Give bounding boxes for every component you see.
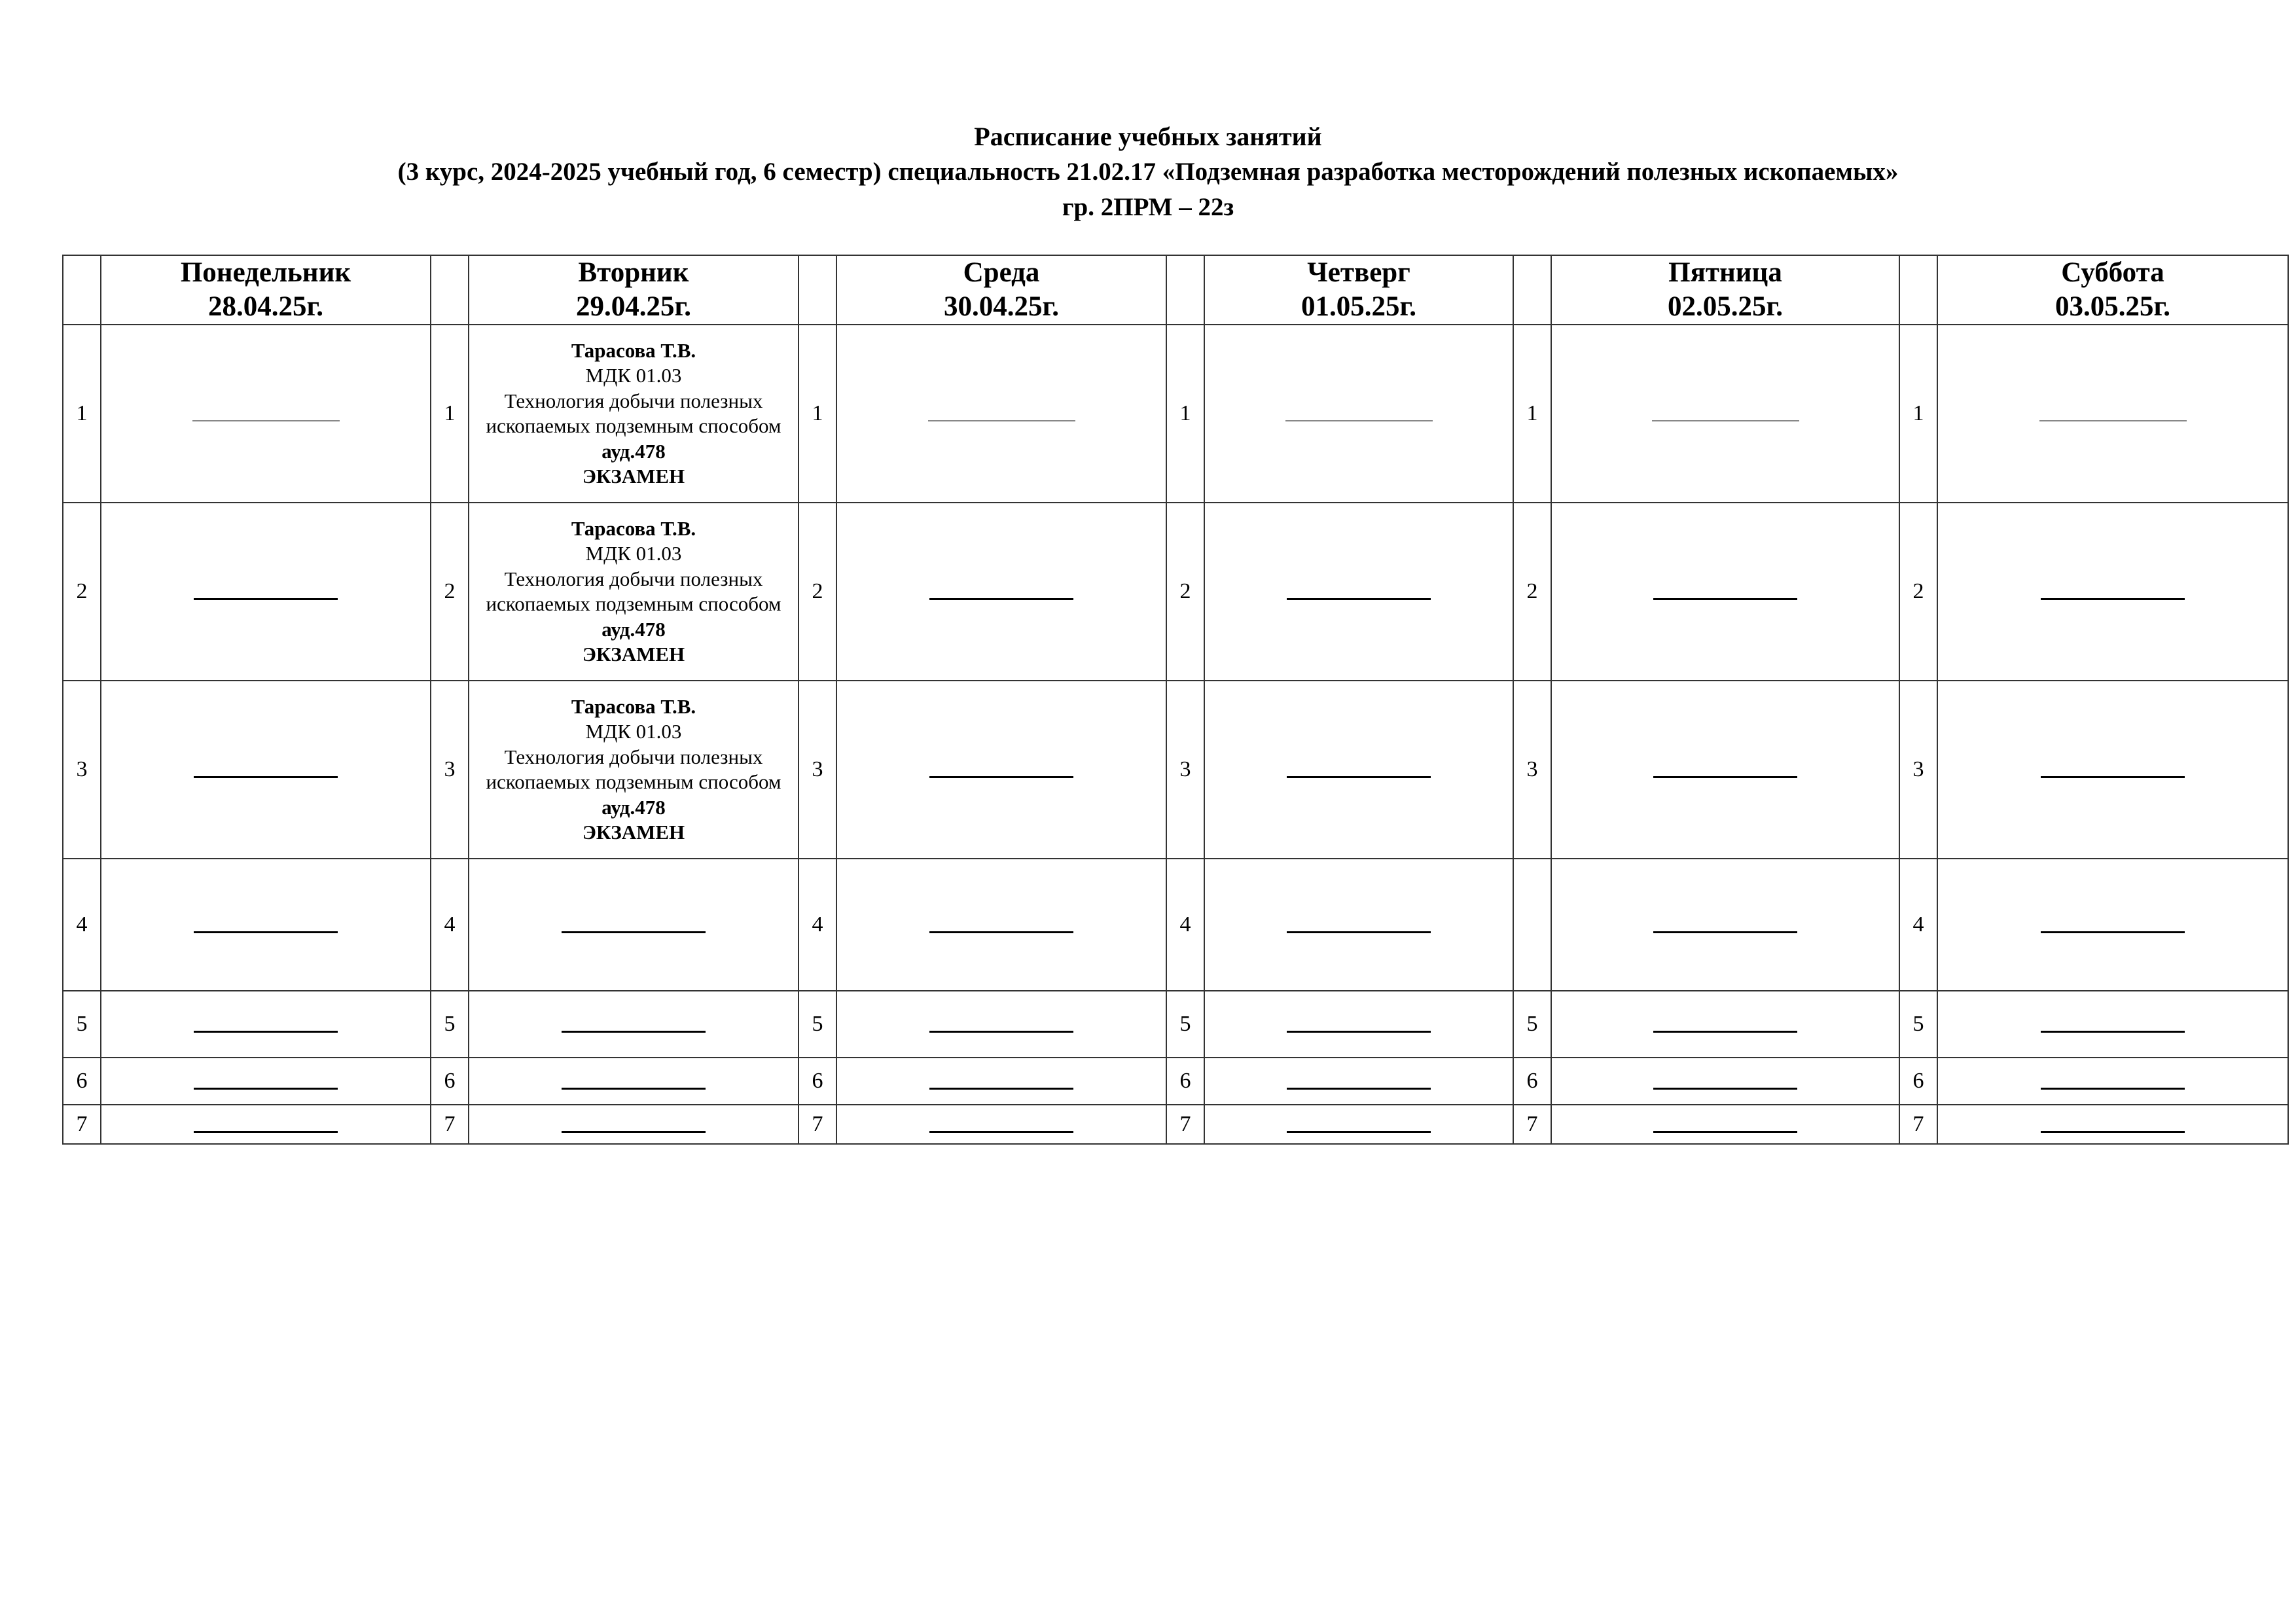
- empty-slot: [1937, 1058, 2288, 1105]
- table-row: [63, 503, 2288, 681]
- period-number: 5: [63, 991, 101, 1058]
- table-row: [63, 325, 2288, 503]
- period-number: 3: [1899, 681, 1937, 859]
- lesson-code: МДК 01.03: [585, 364, 682, 387]
- empty-dash: [929, 919, 1073, 933]
- period-number: 4: [63, 859, 101, 991]
- empty-dash: [1287, 586, 1431, 600]
- period-number: 7: [431, 1105, 469, 1144]
- empty-slot: [1937, 1105, 2288, 1144]
- period-number: 6: [431, 1058, 469, 1105]
- empty-slot: [836, 1105, 1166, 1144]
- period-header-cell: [431, 255, 469, 325]
- empty-slot: [101, 681, 431, 859]
- empty-slot: [1204, 1058, 1513, 1105]
- table-row: [63, 991, 2288, 1058]
- empty-dash: [1653, 764, 1797, 778]
- period-header-cell: [798, 255, 836, 325]
- empty-slot: [1937, 991, 2288, 1058]
- period-number: 5: [1899, 991, 1937, 1058]
- period-number: 7: [798, 1105, 836, 1144]
- empty-slot: [836, 991, 1166, 1058]
- table-row: [63, 859, 2288, 991]
- period-number: 7: [63, 1105, 101, 1144]
- day-header-saturday: Суббота 03.05.25г.: [1937, 255, 2288, 325]
- empty-dash: [1285, 408, 1433, 421]
- empty-dash: [929, 1119, 1073, 1133]
- empty-slot: [101, 325, 431, 503]
- period-number: 3: [1513, 681, 1551, 859]
- day-header-friday: Пятница 02.05.25г.: [1551, 255, 1899, 325]
- empty-dash: [562, 919, 706, 933]
- empty-slot: [469, 1105, 798, 1144]
- empty-slot: [469, 991, 798, 1058]
- lesson-code: МДК 01.03: [585, 720, 682, 743]
- period-number: 2: [798, 503, 836, 681]
- empty-slot: [1204, 991, 1513, 1058]
- empty-dash: [1287, 1119, 1431, 1133]
- period-number: 7: [1166, 1105, 1204, 1144]
- empty-slot: [101, 1058, 431, 1105]
- empty-slot: [836, 859, 1166, 991]
- period-number: 5: [1166, 991, 1204, 1058]
- period-number: 6: [798, 1058, 836, 1105]
- period-number: 1: [798, 325, 836, 503]
- group-label: гр. 2ПРМ – 22з: [1062, 193, 1234, 221]
- period-number: 2: [431, 503, 469, 681]
- period-number: 1: [1166, 325, 1204, 503]
- empty-dash: [1652, 408, 1799, 421]
- lesson-cell: [469, 325, 798, 503]
- table-row: [63, 1058, 2288, 1105]
- empty-slot: [1204, 325, 1513, 503]
- lesson-teacher: Тарасова Т.В.: [571, 694, 696, 718]
- period-number: 5: [798, 991, 836, 1058]
- empty-slot: [469, 1058, 798, 1105]
- empty-dash: [1653, 1119, 1797, 1133]
- period-number: 4: [1899, 859, 1937, 991]
- empty-dash: [2041, 586, 2185, 600]
- period-number: 1: [63, 325, 101, 503]
- lesson-subject: Технология добычи полезных ископаемых подземным способом: [486, 745, 781, 793]
- lesson-room: ауд.478: [601, 795, 666, 819]
- period-number: 2: [1513, 503, 1551, 681]
- empty-dash: [562, 1076, 706, 1090]
- period-number: 3: [431, 681, 469, 859]
- lesson-subject: Технология добычи полезных ископаемых подземным способом: [486, 389, 781, 437]
- table-row: [63, 681, 2288, 859]
- empty-slot: [1937, 325, 2288, 503]
- empty-dash: [192, 408, 340, 421]
- empty-slot: [101, 503, 431, 681]
- day-header-monday: Понедельник 28.04.25г.: [101, 255, 431, 325]
- period-number: 2: [63, 503, 101, 681]
- lesson-room: ауд.478: [601, 439, 666, 463]
- empty-slot: [1551, 325, 1899, 503]
- period-number: 3: [798, 681, 836, 859]
- period-header-cell: [1899, 255, 1937, 325]
- empty-dash: [194, 764, 338, 778]
- empty-slot: [1204, 681, 1513, 859]
- period-number: 1: [431, 325, 469, 503]
- lesson-teacher: Тарасова Т.В.: [571, 516, 696, 540]
- empty-slot: [1551, 1105, 1899, 1144]
- empty-dash: [929, 586, 1073, 600]
- empty-slot: [836, 1058, 1166, 1105]
- empty-dash: [562, 1019, 706, 1033]
- empty-dash: [928, 408, 1075, 421]
- empty-dash: [929, 764, 1073, 778]
- empty-slot: [836, 681, 1166, 859]
- empty-slot: [1551, 1058, 1899, 1105]
- empty-dash: [1287, 1019, 1431, 1033]
- empty-slot: [1204, 859, 1513, 991]
- empty-dash: [1287, 1076, 1431, 1090]
- period-number: 4: [1166, 859, 1204, 991]
- lesson-code: МДК 01.03: [585, 542, 682, 565]
- period-number: 7: [1513, 1105, 1551, 1144]
- lesson-type: ЭКЗАМЕН: [582, 821, 685, 844]
- empty-dash: [2041, 1076, 2185, 1090]
- schedule-table: [62, 255, 2289, 1145]
- empty-dash: [194, 1019, 338, 1033]
- empty-slot: [1204, 503, 1513, 681]
- period-number: 2: [1166, 503, 1204, 681]
- empty-dash: [2041, 1119, 2185, 1133]
- period-number: 4: [798, 859, 836, 991]
- empty-dash: [194, 586, 338, 600]
- period-number: 5: [1513, 991, 1551, 1058]
- lesson-cell: [469, 503, 798, 681]
- empty-dash: [2041, 764, 2185, 778]
- period-number-blank: [1513, 859, 1551, 991]
- empty-dash: [194, 919, 338, 933]
- empty-slot: [1937, 503, 2288, 681]
- period-number: 1: [1513, 325, 1551, 503]
- period-number: 5: [431, 991, 469, 1058]
- empty-dash: [1653, 1019, 1797, 1033]
- empty-slot: [1937, 859, 2288, 991]
- empty-dash: [1287, 919, 1431, 933]
- page-title: Расписание учебных занятий: [974, 122, 1322, 151]
- empty-dash: [1653, 919, 1797, 933]
- table-row: [63, 1105, 2288, 1144]
- empty-dash: [194, 1076, 338, 1090]
- lesson-type: ЭКЗАМЕН: [582, 643, 685, 666]
- period-number: 6: [1513, 1058, 1551, 1105]
- empty-slot: [836, 503, 1166, 681]
- day-header-tuesday: Вторник 29.04.25г.: [469, 255, 798, 325]
- period-header-cell: [1513, 255, 1551, 325]
- empty-dash: [2041, 1019, 2185, 1033]
- empty-dash: [929, 1076, 1073, 1090]
- empty-slot: [1551, 991, 1899, 1058]
- lesson-cell: [469, 681, 798, 859]
- empty-dash: [1287, 764, 1431, 778]
- empty-dash: [929, 1019, 1073, 1033]
- empty-dash: [194, 1119, 338, 1133]
- empty-slot: [1551, 503, 1899, 681]
- period-header-cell: [1166, 255, 1204, 325]
- period-number: 4: [431, 859, 469, 991]
- empty-dash: [562, 1119, 706, 1133]
- empty-slot: [836, 325, 1166, 503]
- empty-dash: [1653, 1076, 1797, 1090]
- empty-dash: [2041, 919, 2185, 933]
- period-header-cell: [63, 255, 101, 325]
- lesson-teacher: Тарасова Т.В.: [571, 338, 696, 362]
- page-subtitle: (3 курс, 2024-2025 учебный год, 6 семестр) специальность 21.02.17 «Подземная разработка месторождений полезных ископаемых»: [397, 158, 1899, 186]
- empty-slot: [469, 859, 798, 991]
- day-header-wednesday: Среда 30.04.25г.: [836, 255, 1166, 325]
- empty-slot: [101, 859, 431, 991]
- lesson-subject: Технология добычи полезных ископаемых подземным способом: [486, 567, 781, 615]
- schedule-header: [0, 119, 2296, 225]
- empty-slot: [1551, 681, 1899, 859]
- period-number: 6: [1899, 1058, 1937, 1105]
- empty-slot: [1204, 1105, 1513, 1144]
- lesson-type: ЭКЗАМЕН: [582, 465, 685, 488]
- empty-slot: [101, 991, 431, 1058]
- period-number: 1: [1899, 325, 1937, 503]
- period-number: 3: [1166, 681, 1204, 859]
- lesson-room: ауд.478: [601, 617, 666, 641]
- period-number: 3: [63, 681, 101, 859]
- period-number: 6: [63, 1058, 101, 1105]
- empty-dash: [2039, 408, 2187, 421]
- day-header-thursday: Четверг 01.05.25г.: [1204, 255, 1513, 325]
- empty-dash: [1653, 586, 1797, 600]
- empty-slot: [1937, 681, 2288, 859]
- period-number: 7: [1899, 1105, 1937, 1144]
- period-number: 6: [1166, 1058, 1204, 1105]
- empty-slot: [101, 1105, 431, 1144]
- period-number: 2: [1899, 503, 1937, 681]
- empty-slot: [1551, 859, 1899, 991]
- day-header-row: [63, 255, 2288, 325]
